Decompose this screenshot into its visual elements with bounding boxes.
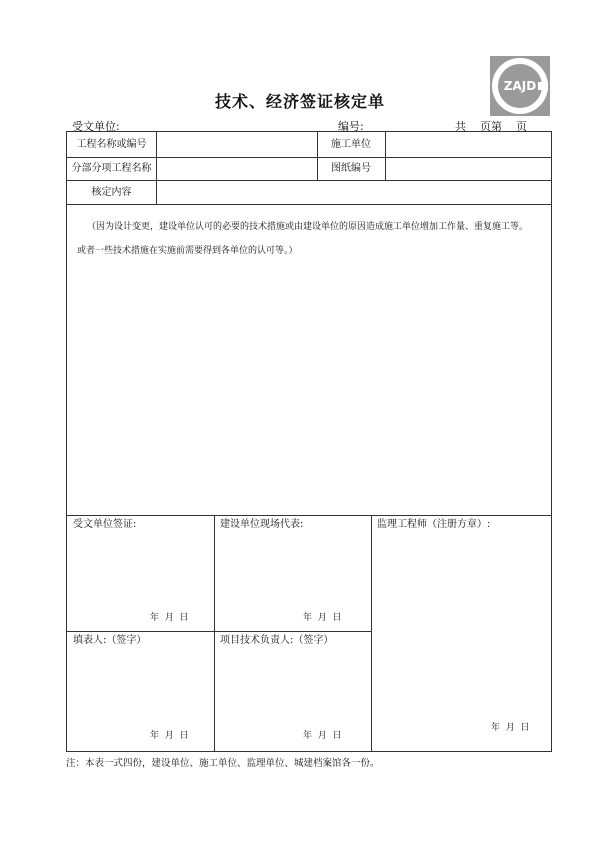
content-line-2: 或者一些技术措施在实施前需要得到各单位的认可等。） xyxy=(77,246,298,256)
receiver-signature-label: 受文单位签证: xyxy=(73,519,137,530)
subproject-name-label: 分部分项工程名称 xyxy=(71,163,152,174)
approval-content-value[interactable] xyxy=(159,182,548,202)
drawing-number-label: 图纸编号 xyxy=(331,163,371,174)
contractor-label: 施工单位 xyxy=(331,139,371,150)
tech-lead-signature-date: 年 月 日 xyxy=(303,731,342,741)
number-label: 编号: xyxy=(338,120,364,133)
page-counter: 共 页第 页 xyxy=(455,120,527,133)
project-name-label: 工程名称或编号 xyxy=(76,139,147,150)
filler-signature-label: 填表人:（签字） xyxy=(73,635,147,646)
receiver-signature-date: 年 月 日 xyxy=(150,613,189,623)
supervisor-signature-label: 监理工程师（注册方章）: xyxy=(377,519,491,530)
owner-rep-signature-date: 年 月 日 xyxy=(303,613,342,623)
form-title: 技术、经济签证核定单 xyxy=(214,92,385,111)
tech-lead-signature-label: 项目技术负责人:（签字） xyxy=(220,635,334,646)
supervisor-signature-date: 年 月 日 xyxy=(491,723,530,733)
approval-content-label: 核定内容 xyxy=(91,187,132,198)
contractor-value[interactable] xyxy=(388,134,548,156)
filler-signature-date: 年 月 日 xyxy=(150,731,189,741)
subproject-name-value[interactable] xyxy=(159,159,314,179)
receiver-label: 受文单位: xyxy=(72,120,120,133)
logo-text: ZAJD xyxy=(503,79,537,93)
drawing-number-value[interactable] xyxy=(388,159,548,179)
project-name-value[interactable] xyxy=(159,134,314,156)
content-line-1: （因为设计变更，建设单位认可的必要的技术措施或由建设单位的原因造成施工单位增加工作量、重复施工等。 xyxy=(87,222,529,232)
footer-note: 注：本表一式四份，建设单位、施工单位、监理单位、城建档案馆各一份。 xyxy=(66,758,380,769)
form-table xyxy=(66,131,552,752)
owner-rep-signature-label: 建设单位现场代表: xyxy=(220,519,304,530)
